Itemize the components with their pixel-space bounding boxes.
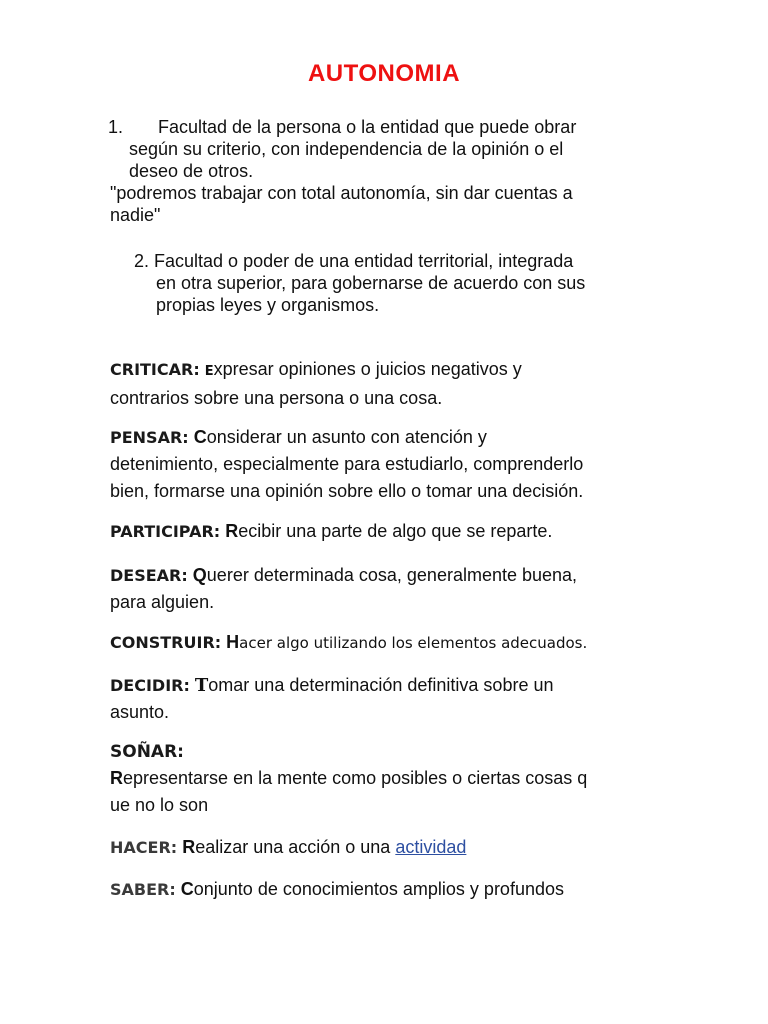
definition-sonar-line-2: ue no lo son [110, 795, 209, 815]
meaning-1-line-3: deseo de otros. [129, 161, 254, 181]
definition-criticar-text-1: xpresar opiniones o juicios negativos y [213, 359, 522, 379]
meaning-2-line-3: propias leyes y organismos. [156, 295, 380, 315]
initial-construir: H [226, 632, 240, 652]
definition-construir [110, 629, 670, 657]
meaning-1-example-line-2: nadie" [110, 205, 161, 225]
initial-saber: C [180, 879, 194, 899]
definition-participar-text: ecibir una parte de algo que se reparte. [238, 521, 553, 541]
meaning-2-line-2: en otra superior, para gobernarse de acuerdo con sus [156, 273, 586, 293]
definition-sonar-line-1 [110, 765, 670, 792]
initial-pensar: C [193, 427, 207, 447]
term-hacer: HACER: [110, 838, 178, 857]
definition-saber [110, 876, 670, 903]
definition-pensar-line-2: detenimiento, especialmente para estudiarlo, comprenderlo [110, 454, 584, 474]
initial-decidir: T [194, 675, 209, 696]
definition-sonar [110, 765, 670, 819]
definition-desear-line-1 [110, 562, 670, 589]
term-participar: PARTICIPAR: [110, 522, 221, 541]
definition-decidir [110, 672, 670, 726]
term-sonar: SOÑAR: [110, 742, 184, 762]
definition-desear [110, 562, 670, 616]
definition-sonar-text-1: epresentarse en la mente como posibles o ciertas cosas q [123, 768, 588, 788]
definition-participar [110, 518, 670, 545]
term-desear: DESEAR: [110, 566, 188, 585]
definition-hacer [110, 834, 670, 861]
definition-pensar [110, 424, 670, 505]
initial-desear: Q [192, 565, 207, 585]
definition-decidir-text-1: omar una determinación definitiva sobre un [208, 675, 554, 695]
definition-pensar-line-1 [110, 424, 670, 451]
initial-criticar: E [204, 364, 214, 379]
definition-desear-text-1: uerer determinada cosa, generalmente buena, [206, 565, 578, 585]
meaning-1-example-line-1: "podremos trabajar con total autonomía, sin dar cuentas a [110, 183, 573, 203]
term-criticar: CRITICAR: [110, 360, 200, 379]
definition-decidir-line-1 [110, 672, 670, 699]
initial-sonar: R [110, 768, 123, 788]
term-construir: CONSTRUIR: [110, 633, 222, 652]
definition-desear-line-2: para alguien. [110, 592, 215, 612]
definition-criticar-line-2: contrarios sobre una persona o una cosa. [110, 388, 443, 408]
meaning-2-line-1: 2. Facultad o poder de una entidad territorial, integrada [134, 251, 574, 271]
term-decidir: DECIDIR: [110, 676, 190, 695]
meaning-1-line-1: Facultad de la persona o la entidad que puede obrar [158, 117, 577, 137]
term-saber: SABER: [110, 880, 176, 899]
definition-decidir-line-2: asunto. [110, 702, 170, 722]
definition-criticar-line-1 [110, 356, 670, 385]
page-title: AUTONOMIA [307, 60, 461, 87]
term-pensar: PENSAR: [110, 428, 189, 447]
definition-saber-text: onjunto de conocimientos amplios y profundos [193, 879, 564, 899]
actividad-link[interactable]: actividad [395, 837, 467, 857]
definition-criticar [110, 356, 670, 412]
definition-pensar-line-3: bien, formarse una opinión sobre ello o tomar una decisión. [110, 481, 584, 501]
initial-participar: R [225, 521, 239, 541]
meaning-1-number: 1. [108, 117, 124, 137]
initial-hacer: R [182, 837, 196, 857]
definition-hacer-text: ealizar una acción o una [195, 837, 396, 857]
definition-pensar-text-1: onsiderar un asunto con atención y [206, 427, 487, 447]
definition-construir-text: acer algo utilizando los elementos adecuados. [239, 634, 588, 652]
meaning-1-line-2: según su criterio, con independencia de la opinión o el [129, 139, 564, 159]
